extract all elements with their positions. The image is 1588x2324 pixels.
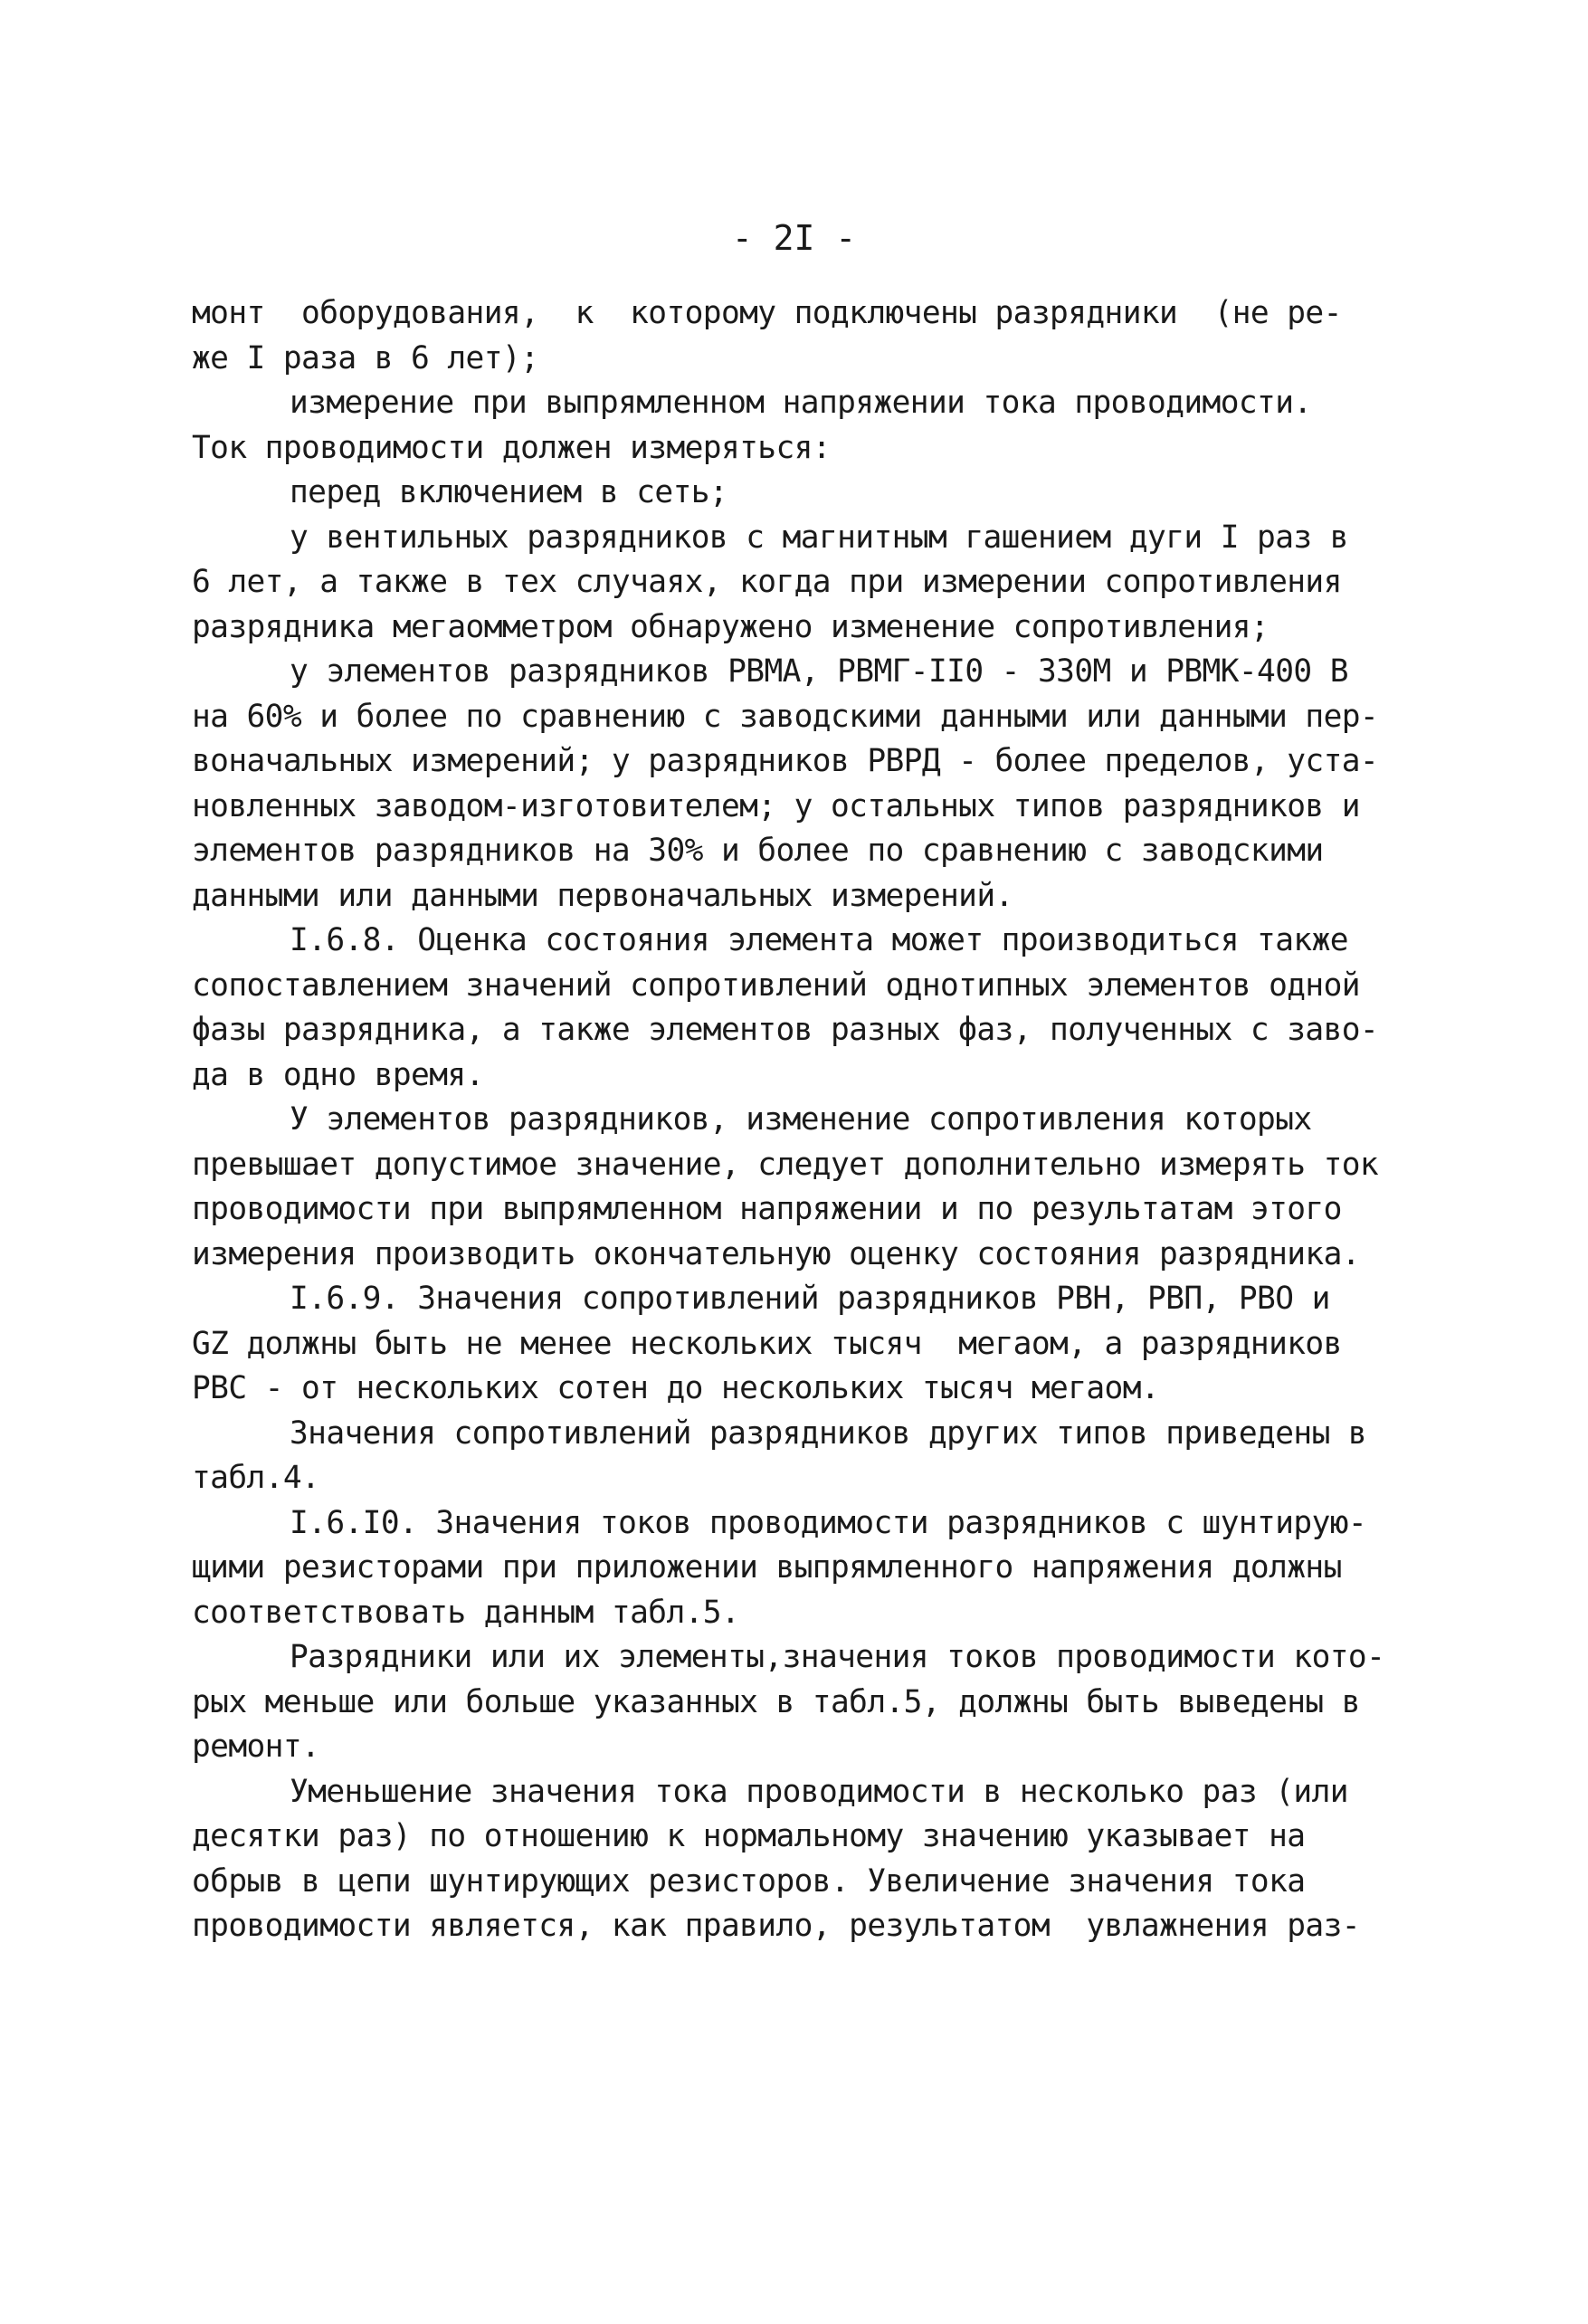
text-line: монт оборудования, к которому подключены разрядники (не ре- <box>192 295 1342 331</box>
text-line: ремонт. <box>192 1729 320 1765</box>
text-line: соответствовать данным табл.5. <box>192 1594 740 1631</box>
text-line: данными или данными первоначальных измерений. <box>192 877 1013 914</box>
text-line: У элементов разрядников, изменение сопротивления которых <box>290 1101 1312 1138</box>
text-line: обрыв в цепи шунтирующих резисторов. Увеличение значения тока <box>192 1862 1306 1900</box>
text-line: РВС - от нескольких сотен до нескольких тысяч мегаом. <box>192 1370 1160 1406</box>
text-line: у элементов разрядников РВМА, РВМГ-II0 - 330М и РВМК-400 В <box>290 653 1348 690</box>
page-number: - 2I - <box>731 218 857 258</box>
text-line: да в одно время. <box>192 1056 484 1093</box>
text-line: Разрядники или их элементы,значения токов проводимости кото- <box>290 1639 1385 1675</box>
text-line: I.6.8. Оценка состояния элемента может производиться также <box>290 922 1348 958</box>
text-line: щими резисторами при приложении выпрямленного напряжения должны <box>192 1549 1342 1586</box>
text-line: у вентильных разрядников с магнитным гашением дуги I раз в <box>290 519 1348 556</box>
text-line: 6 лет, а также в тех случаях, когда при измерении сопротивления <box>192 564 1342 600</box>
text-line: I.6.9. Значения сопротивлений разрядников РВН, РВП, РВО и <box>290 1281 1330 1317</box>
text-line: воначальных измерений; у разрядников РВРД - более пределов, уста- <box>192 743 1379 779</box>
text-line: проводимости при выпрямленном напряжении и по результатам этого <box>192 1191 1342 1227</box>
body-text <box>192 291 1400 1949</box>
text-line: сопоставлением значений сопротивлений однотипных элементов одной <box>192 967 1360 1004</box>
text-line: Уменьшение значения тока проводимости в несколько раз (или <box>290 1773 1348 1810</box>
text-line: Значения сопротивлений разрядников других типов приведены в <box>290 1414 1367 1452</box>
text-line: GZ должны быть не менее нескольких тысяч мегаом, а разрядников <box>192 1325 1342 1362</box>
text-line: новленных заводом-изготовителем; у остальных типов разрядников и <box>192 787 1360 824</box>
text-line: перед включением в сеть; <box>290 474 728 510</box>
text-line: же I раза в 6 лет); <box>192 339 539 376</box>
text-line: на 60% и более по сравнению с заводскими данными или данными пер- <box>192 698 1379 735</box>
text-line: рых меньше или больше указанных в табл.5, должны быть выведены в <box>192 1683 1360 1720</box>
text-line: измерение при выпрямленном напряжении тока проводимости. <box>290 385 1312 421</box>
text-line: Ток проводимости должен измеряться: <box>192 429 831 466</box>
text-line: табл.4. <box>192 1460 320 1496</box>
text-line: проводимости является, как правило, результатом увлажнения раз- <box>192 1908 1360 1944</box>
text-line: десятки раз) по отношению к нормальному значению указывает на <box>192 1818 1306 1854</box>
text-line: фазы разрядника, а также элементов разных фаз, полученных с заво- <box>192 1012 1379 1048</box>
text-line: элементов разрядников на 30% и более по сравнению с заводскими <box>192 833 1324 869</box>
text-line: I.6.I0. Значения токов проводимости разрядников с шунтирую- <box>290 1504 1367 1541</box>
text-line: превышает допустимое значение, следует дополнительно измерять ток <box>192 1146 1379 1183</box>
text-line: разрядника мегаомметром обнаружено изменение сопротивления; <box>192 608 1269 645</box>
text-line: измерения производить окончательную оценку состояния разрядника. <box>192 1235 1360 1272</box>
